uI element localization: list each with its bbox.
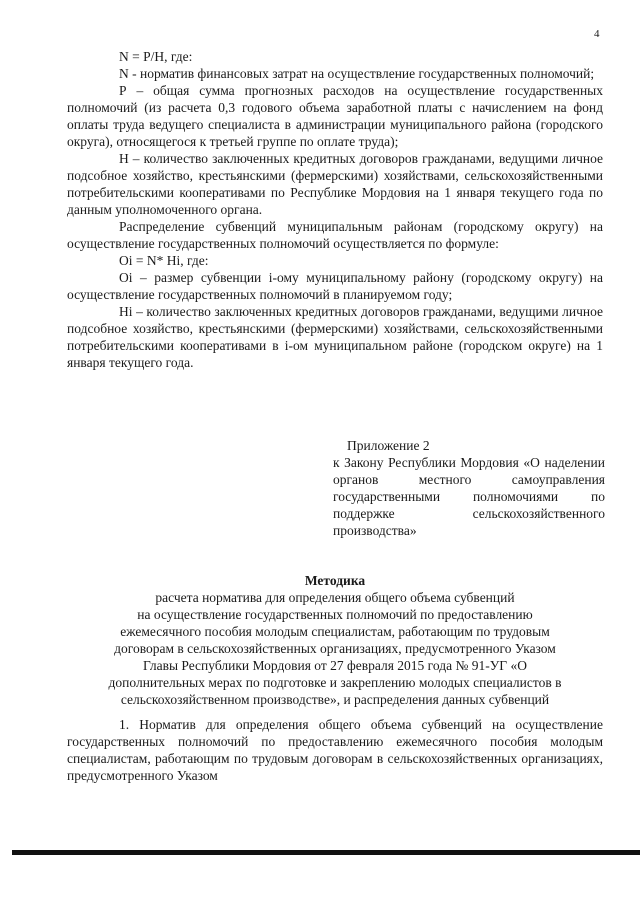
definition-h: Н – количество заключенных кредитных договоров гражданами, ведущими личное подсобное хозяйство, крестьянскими (фермерскими) хозяйствами, сельскохозяйственными потребительскими кооперативами по Республике Мордовия на 1 января текущего года по данным уполномоченного органа. bbox=[67, 151, 603, 217]
formula-normative: N = Р/Н, где: bbox=[119, 49, 193, 64]
annex-text: к Закону Республики Мордовия «О наделении органов местного самоуправления государственными полномочиями по поддержке сельскохозяйственного производства» bbox=[333, 455, 605, 538]
definition-n: N - норматив финансовых затрат на осуществление государственных полномочий; bbox=[119, 66, 595, 81]
item-1 bbox=[67, 716, 603, 784]
methodology-title: Методика bbox=[304, 573, 366, 588]
page-bottom-rule bbox=[12, 850, 640, 855]
formula-definitions bbox=[67, 48, 603, 371]
annex-heading: Приложение 2 bbox=[347, 438, 430, 453]
definition-hi: Нi – количество заключенных кредитных договоров гражданами, ведущими личное подсобное хозяйство, крестьянскими (фермерскими) хозяйствами, сельскохозяйственными потребительскими кооперативами в i-ом муниципальном районе (городском округе) на 1 января текущего года. bbox=[67, 304, 603, 370]
methodology-subtitle-line: ежемесячного пособия молодым специалистам, работающим по трудовым bbox=[120, 624, 550, 639]
formula-distribution: Оi = N* Нi, где: bbox=[119, 253, 209, 268]
page-number: 4 bbox=[594, 28, 600, 40]
methodology-subtitle-line: Главы Республики Мордовия от 27 февраля 2015 года № 91-УГ «О bbox=[143, 658, 527, 673]
annex-reference bbox=[333, 437, 605, 539]
methodology-title-block bbox=[67, 572, 603, 708]
methodology-subtitle-line: на осуществление государственных полномочий по предоставлению bbox=[137, 607, 533, 622]
methodology-subtitle-line: сельскохозяйственном производстве», и распределения данных субвенций bbox=[120, 692, 550, 707]
item-1-text: 1. Норматив для определения общего объема субвенций на осуществление государственных полномочий по предоставлению ежемесячного пособия молодым специалистам, работающим по трудовым договорам в сельскохозяйственных организациях, предусмотренного Указом bbox=[67, 717, 603, 783]
definition-p: Р – общая сумма прогнозных расходов на осуществление государственных полномочий (из расчета 0,3 годового объема заработной платы с начислением на фонд оплаты труда ведущего специалиста в администрации муниципального района (городского округа), относящегося к третьей группе по оплате труда); bbox=[67, 83, 603, 149]
definition-oi: Оi – размер субвенции i-ому муниципальному району (городскому округу) на осуществление государственных полномочий в планируемом году; bbox=[67, 270, 603, 302]
methodology-subtitle-line: договорам в сельскохозяйственных организациях, предусмотренного Указом bbox=[114, 641, 556, 656]
methodology-subtitle-line: расчета норматива для определения общего объема субвенций bbox=[155, 590, 515, 605]
distribution-intro: Распределение субвенций муниципальным районам (городскому округу) на осуществление государственных полномочий осуществляется по формуле: bbox=[67, 219, 603, 251]
methodology-subtitle-line: дополнительных мерах по подготовке и закреплению молодых специалистов в bbox=[108, 675, 562, 690]
